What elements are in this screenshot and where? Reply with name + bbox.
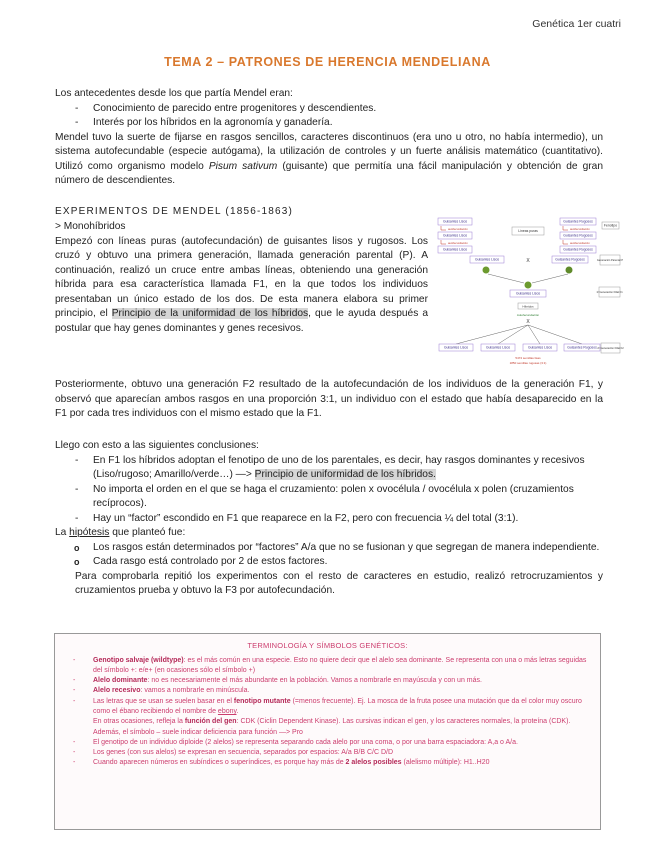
term-keyword: Alelo dominante [93,677,148,685]
term-example-word: ebony [217,707,237,715]
term-keyword: Genotipo salvaje (wildtype) [93,656,184,664]
label-f2-gen: 2ª Generación Filial F2 [597,347,624,350]
term-item: - Cuando aparecen números en subíndices o superíndices, es porque hay más de 2 alelos posibles (alelismo múltiple): H1..H20 [63,758,592,768]
intro-bullet: - Interés por los híbridos en la agronomía y ganadería. [55,116,603,131]
term-item: - Alelo recesivo: vamos a nombrarle en minúscula. [63,686,592,696]
species-name: Pisum sativum [208,160,278,172]
pea-f1-icon [525,282,532,289]
label-autofec-2: autofecundación [448,242,468,245]
pea-wrinkled-icon [566,267,573,274]
term-keyword: Alelo recesivo [93,687,141,695]
subheading: > Monohíbridos [55,221,126,232]
course-header: Genética 1er cuatri [532,18,621,30]
monohybrid-paragraph: Empezó con líneas puras (autofecundación) de guisantes lisos y rugosos. Los cruzó y obtuvo una primera generación, llamada generación parental (P). A continuación, realizó un cruce entre ambas líneas, obteniendo una generación híbrida para esa característica llamada F1, en la que todos los individuos presentaban un único estado de los dos. De esta manera elabora su primer principio, el Principio de la uniformidad de los híbridos, que le ayuda después a postular que hay genes dominantes y genes recesivos. [55,235,428,334]
label-autofec-f1: Autofecundación [516,313,540,317]
label-p-lisos: Guisantes Lisos [474,257,500,262]
section-heading: EXPERIMENTOS DE MENDEL (1856-1863) [55,206,294,217]
f2-paragraph: Posteriormente, obtuvo una generación F2 resultado de la autofecundación de los individuos de la generación F1, y observó que aparecían ambos rasgos en una proporción 3:1, un individuo con el estado que había desaparecido en la F1 por cada tres individuos con el mismo estado que la F1. [55,379,603,419]
term-item: - Genotipo salvaje (wildtype): es el más común en una especie. Esto no quiere decir que el alelo sea dominante. Se representa con una o más letras seguidas del símbolo +: e/e+ (en ocasiones sólo el símbolo +) [63,656,592,677]
conclusions-lead: Llego con esto a las siguientes conclusiones: [55,440,259,451]
page-title: TEMA 2 – PATRONES DE HERENCIA MENDELIANA [164,55,491,69]
arrow-autofec-2 [441,240,446,244]
hypothesis-item: o Los rasgos están determinados por “factores” A/a que no se fusionan y que segregan de manera independiente. [55,541,603,556]
terminology-box [54,633,601,830]
term-item: - Alelo dominante: no es necesariamente el más abundante en la población. Vamos a nombrarle en mayúscula y con un más. [63,676,592,686]
term-continuation: En otras ocasiones, refleja la función del gen: CDK (Ciclin Dependent Kinase). Las cursivas indican el gen, y los caracteres normales, la proteína (CDK). Además, el símbolo – suele indicar deficiencia para función —> Pro [93,718,571,736]
terminology-title: TERMINOLOGÍA Y SÍMBOLOS GENÉTICOS: [247,641,408,650]
term-item: - Los genes (con sus alelos) se expresan en secuencia, separados por espacios: A/a B/B C/C D/D [63,748,592,758]
label-f2-b: Guisantes Lisos [485,345,511,350]
hypothesis-lead: La hipótesis que planteó fue: [55,527,186,538]
arrow-autofec-4 [563,240,568,244]
intro-section [55,87,603,189]
monohybrid-section [55,220,428,336]
label-rugosos-3: Guisantes Rugosos [563,247,593,252]
closing-paragraph: Para comprobarla repitió los experimentos con el resto de caracteres en estudio, realizó retrocruzamientos y cruzamientos prueba y obtuvo la F3 por autofecundación. [75,570,603,596]
principle-highlight: Principio de la uniformidad de los híbridos [111,308,309,319]
label-f1-gen: 1ª Generación Filial F1 [596,291,623,294]
conclusion-item: - Hay un “factor” escondido en F1 que reaparece en la F2, pero con frecuencia ¼ del total (3:1). [55,512,603,527]
term-keyword: función del gen [184,718,237,726]
conclusion-item: - En F1 los híbridos adoptan el fenotipo de uno de los parentales, es decir, hay rasgos dominantes y recesivos (Liso/rugoso; Amarillo/verde…) —> Principio de uniformidad de los híbridos. [55,454,603,483]
label-lisos-3: Guisantes Lisos [442,247,468,252]
label-autofec-4: autofecundación [570,242,590,245]
label-count-lisas: 5474 semillas lisas [515,356,541,360]
label-count-rugosas: 1850 semillas rugosas (3:1) [509,361,547,365]
label-lineas-puras: Líneas puras [518,229,538,234]
term-keyword: 2 alelos posibles [345,759,402,767]
label-autofec-1: autofecundación [448,228,468,231]
intro-bullet: - Conocimiento de parecido entre progenitores y descendientes. [55,102,603,117]
label-gen-parental: Generación Parental P [596,259,624,262]
label-hibridos: Híbridos [522,304,534,309]
conclusion-item: - No importa el orden en el que se haga el cruzamiento: polen x ovocélula / ovocélula x polen (cruzamientos recíprocos). [55,483,603,512]
label-p-rugosos: Guisantes Rugosos [555,257,585,262]
label-autofec-3: autofecundación [570,228,590,231]
mendel-cross-diagram [436,217,624,367]
pea-smooth-icon [483,267,490,274]
principle-highlight-2: Principio de uniformidad de los híbridos. [254,469,436,480]
arrow-autofec-1 [441,226,446,230]
label-fenotipo: Fenotipo [603,223,618,228]
arrow-autofec-3 [563,226,568,230]
term-item: - Las letras que se usan se suelen basar en el fenotipo mutante (=menos frecuente). Ej. La mosca de la fruta posee una mutación que da el color muy oscuro como el ébano recibiendo el nombre de ebony. [63,697,592,718]
conclusions-section [55,439,603,599]
hypothesis-word: hipótesis [69,527,110,538]
label-f2-c: Guisantes Lisos [527,345,553,350]
hypothesis-item: o Cada rasgo está controlado por 2 de estos factores. [55,555,603,570]
cross-symbol-f1: X [526,319,530,325]
label-rugosos-1: Guisantes Rugosos [563,219,593,224]
term-keyword: fenotipo mutante [233,697,291,705]
intro-paragraph: Mendel tuvo la suerte de fijarse en rasgos sencillos, caracteres discontinuos (era uno u otro, no había intermedio), un sistema autofecundable (especie autógama), la utilización de controles y un fuerte análisis matemático (cuantitativo). Utilizó como organismo modelo Pisum sativum (guisante) que permitía una fácil manipulación y obtención de gran número de descendientes. [55,131,604,186]
label-lisos-1: Guisantes Lisos [442,219,468,224]
label-f1: Guisantes Lisos [515,291,541,296]
cross-symbol-p: X [526,258,530,264]
label-f2-d: Guisantes Rugosos [567,345,597,350]
cross-lines-f2 [456,325,582,344]
intro-lead: Los antecedentes desde los que partía Mendel eran: [55,88,293,99]
label-f2-a: Guisantes Lisos [443,345,469,350]
term-item: - El genotipo de un individuo diploide (2 alelos) se representa separando cada alelo por una coma, o por una barra espaciadora: A,a o A/a. [63,738,592,748]
label-lisos-2: Guisantes Lisos [442,233,468,238]
label-rugosos-2: Guisantes Rugosos [563,233,593,238]
